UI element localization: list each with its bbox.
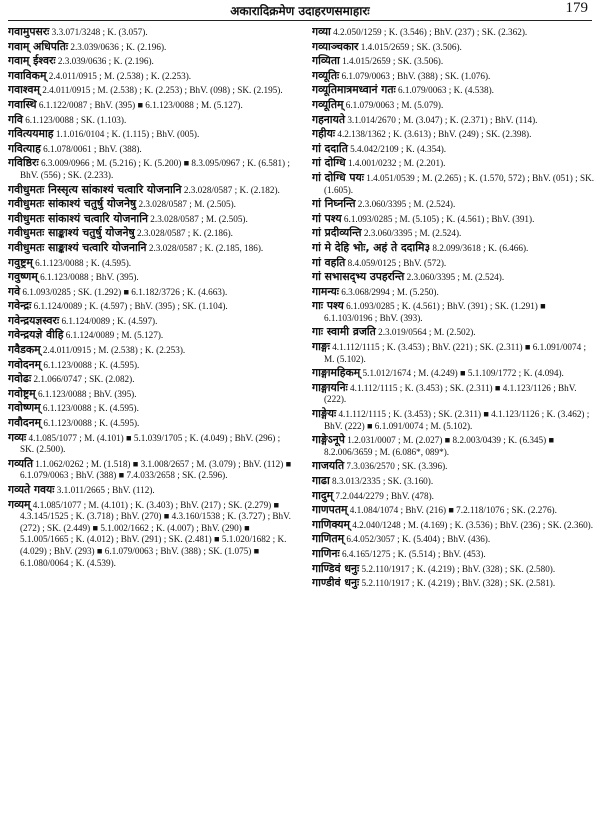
- entry-references: 4.2.138/1362 ; K. (3.613) ; BhV. (249) ; SK. (2.398).: [337, 129, 532, 140]
- dictionary-entry: [8, 417, 292, 430]
- entry-references: 6.3.009/0966 ; M. (5.216) ; K. (5.200) ■ 8.3.095/0967 ; K. (6.581) ; BhV. (556) ; SK. (2.233).: [20, 158, 290, 180]
- entry-references: 3.1.011/2665 ; BhV. (112).: [56, 485, 155, 495]
- dictionary-entry: [312, 41, 596, 54]
- dictionary-entry: [8, 70, 292, 83]
- dictionary-entry: [312, 242, 596, 255]
- dictionary-entry: [312, 70, 596, 83]
- entry-references: 6.4.052/3057 ; K. (5.404) ; BhV. (436).: [346, 534, 491, 545]
- entry-references: 6.1.123/0088 ; SK. (1.103).: [25, 114, 127, 125]
- dictionary-entry: [312, 533, 596, 546]
- dictionary-entry: [312, 114, 596, 127]
- dictionary-entry: [8, 26, 292, 39]
- entry-references: 1.4.015/2659 ; SK. (3.506).: [360, 41, 462, 52]
- dictionary-entry: [312, 84, 596, 97]
- dictionary-entry: [312, 434, 596, 458]
- dictionary-entry: [8, 157, 292, 181]
- entry-references: 5.1.012/1674 ; M. (4.249) ■ 5.1.109/1772 ; K. (4.094).: [362, 368, 564, 379]
- entry-headword: गव्यूतिम्: [312, 97, 344, 111]
- entry-references: 6.1.078/0061 ; BhV. (388).: [43, 143, 142, 154]
- entry-headword: गवि: [8, 112, 23, 126]
- entry-references: 6.1.122/0087 ; BhV. (395) ■ 6.1.123/0088 ; M. (5.127).: [38, 99, 243, 110]
- entry-headword: गवे: [8, 284, 21, 298]
- entry-headword: गवोदनम्: [8, 357, 42, 371]
- entry-references: 8.4.059/0125 ; BhV. (572).: [347, 257, 447, 268]
- dictionary-entry: [312, 367, 596, 380]
- dictionary-entry: [312, 198, 596, 211]
- entry-references: 2.3.028/0587 ; M. (2.505).: [138, 199, 236, 210]
- dictionary-entry: [8, 388, 292, 401]
- entry-headword: गवोष्ट्रम्: [8, 386, 36, 400]
- entry-references: 2.3.019/0564 ; M. (2.502).: [378, 327, 476, 338]
- entry-references: 8.3.013/2335 ; SK. (3.160).: [332, 476, 434, 486]
- dictionary-entry: [312, 271, 596, 284]
- entry-headword: गामन्यः: [312, 284, 339, 298]
- entry-references: 2.4.011/0915 ; M. (2.538) ; K. (2.253) ; BhV. (098) ; SK. (2.195).: [42, 85, 283, 96]
- dictionary-entry: [8, 458, 292, 482]
- entry-references: 4.2.050/1259 ; K. (3.546) ; BhV. (237) ; SK. (2.362).: [333, 27, 528, 37]
- entry-headword: गवित्याह: [8, 141, 41, 155]
- entry-references: 4.1.112/1115 ; K. (3.453) ; SK. (2.311) ■ 4.1.123/1126 ; BhV. (222).: [324, 382, 577, 405]
- dictionary-entry: [8, 344, 292, 357]
- dictionary-entry: [8, 432, 292, 456]
- entry-headword: गवेन्द्रयज्ञस्वरः: [8, 313, 60, 327]
- entry-references: 6.1.079/0063 ; M. (5.079).: [345, 99, 444, 110]
- entry-references: 6.1.124/0089 ; K. (4.597).: [61, 315, 158, 326]
- dictionary-entry: [8, 484, 292, 497]
- entry-references: 6.4.165/1275 ; K. (5.514) ; BhV. (453).: [341, 548, 486, 559]
- entry-references: 2.3.028/0587 ; M. (2.505).: [150, 213, 248, 224]
- dictionary-entry: [8, 499, 292, 570]
- dictionary-entry: [312, 460, 596, 473]
- entry-headword: गवाम् ईश्वरः: [8, 54, 56, 68]
- entry-references: 6.1.123/0088 ; BhV. (395).: [40, 272, 139, 283]
- entry-references: 5.2.110/1917 ; K. (4.219) ; BhV. (328) ; SK. (2.580).: [361, 563, 556, 574]
- entry-headword: गां सभासद्भ्य उपहरन्ति: [312, 270, 405, 284]
- entry-references: 1.4.001/0232 ; M. (2.201).: [347, 158, 446, 169]
- entry-headword: गवामुपसरः: [8, 26, 50, 38]
- entry-headword: गव्यिता: [312, 54, 340, 68]
- entry-headword: गव्यम्: [8, 497, 31, 511]
- entry-references: 6.1.123/0088 ; BhV. (395).: [37, 388, 137, 399]
- entry-headword: गाङ्गेयः: [312, 407, 337, 421]
- entry-references: 5.4.042/2109 ; K. (4.354).: [350, 143, 447, 154]
- entry-headword: गवास्थि: [8, 97, 37, 111]
- entry-headword: गवाविकम्: [8, 68, 47, 82]
- entry-headword: गाः स्वामी व्रजति: [312, 325, 376, 339]
- right-column: [312, 26, 596, 826]
- dictionary-entry: [8, 99, 292, 112]
- dictionary-entry: [8, 41, 292, 54]
- dictionary-entry: [312, 143, 596, 156]
- dictionary-entry: [312, 99, 596, 112]
- entry-headword: गव्यते गवयः: [8, 483, 55, 496]
- entry-headword: गवीधुमतः सांकाश्यं चतुर्षु योजनेषु: [8, 197, 137, 211]
- entry-headword: गहीयः: [312, 127, 336, 141]
- dictionary-entry: [312, 408, 596, 432]
- entry-references: 2.3.060/3395 ; M. (2.524).: [357, 199, 456, 210]
- entry-references: 1.1.062/0262 ; M. (1.518) ■ 3.1.008/2657 ; M. (3.079) ; BhV. (112) ■ 6.1.079/0063 ; BhV. (388) ■ 7.4.033/2658 ; SK. (2.596).: [20, 458, 292, 481]
- entry-headword: गां दोग्धि: [312, 156, 346, 170]
- entry-references: 6.1.124/0089 ; K. (4.597) ; BhV. (395) ; SK. (1.104).: [33, 301, 228, 312]
- entry-headword: गव्याञ्चकार: [312, 39, 359, 53]
- dictionary-entry: [312, 519, 596, 532]
- entry-headword: गां वहति: [312, 255, 346, 269]
- dictionary-entry: [8, 184, 292, 197]
- dictionary-entry: [312, 563, 596, 576]
- dictionary-entry: [8, 143, 292, 156]
- entry-headword: गां ददाति: [312, 141, 348, 155]
- entry-headword: गवेन्द्रयज्ञे वीहि: [8, 328, 64, 342]
- entry-references: 2.4.011/0915 ; M. (2.538) ; K. (2.253).: [48, 70, 192, 81]
- entry-headword: गाढा: [312, 474, 330, 487]
- entry-headword: गाङ्गेऽनूपे: [312, 433, 345, 447]
- entry-references: 2.3.028/0587 ; K. (2.182).: [183, 184, 280, 195]
- dictionary-entry: [312, 128, 596, 141]
- dictionary-entry: [8, 128, 292, 141]
- entry-headword: गाः पश्य: [312, 299, 344, 313]
- entry-headword: गाङ्गः: [312, 340, 330, 354]
- dictionary-entry: [8, 257, 292, 270]
- entry-references: 4.1.112/1115 ; K. (3.453) ; SK. (2.311) ■ 4.1.123/1126 ; K. (3.462) ; BhV. (222) ■ 6.1.091/0074 ; M. (5.102).: [324, 409, 590, 431]
- dictionary-entry: [8, 315, 292, 328]
- dictionary-entry: [312, 490, 596, 503]
- entry-headword: गाणपतम्: [312, 503, 348, 517]
- entry-headword: गवौदनम्: [8, 416, 42, 430]
- entry-references: 5.2.110/1917 ; K. (4.219) ; BhV. (328) ; SK. (2.581).: [361, 578, 556, 589]
- entry-references: 1.2.031/0007 ; M. (2.027) ■ 8.2.003/0439 ; K. (6.345) ■ 8.2.006/3659 ; M. (6.086*, 089*).: [324, 435, 555, 457]
- entry-headword: गां प्रदीव्यन्ति: [312, 226, 362, 240]
- entry-headword: गवैडकम्: [8, 343, 41, 357]
- entry-references: 6.1.093/0285 ; K. (4.561) ; BhV. (391) ; SK. (1.291) ■ 6.1.103/0196 ; BhV. (393).: [324, 301, 546, 323]
- dictionary-entry: [8, 271, 292, 284]
- entry-references: 4.1.085/1077 ; M. (4.101) ■ 5.1.039/1705 ; K. (4.049) ; BhV. (296) ; SK. (2.500).: [20, 432, 281, 455]
- entry-references: 1.1.016/0104 ; K. (1.115) ; BhV. (005).: [55, 129, 200, 140]
- entry-references: 1.4.051/0539 ; M. (2.265) ; K. (1.570, 572) ; BhV. (051) ; SK. (1.605).: [324, 172, 594, 195]
- entry-headword: गाणिनः: [312, 546, 340, 560]
- entry-references: 4.1.085/1077 ; M. (4.101) ; K. (3.403) ; BhV. (217) ; SK. (2.279) ■ 4.3.145/1525 ; K. (3.718) ; BhV. (270) ■ 4.3.160/1538 ; K. (3.727) ; BhV. (272) ; SK. (2.449) ■ 5.1.002/1662 ; K. (4.007) ; BhV. (290) ■ 5.1.005/1665 ; K. (4.012) ; BhV. (291) ; SK. (2.481) ■ 5.1.020/1682 ; K. (4.029) ; BhV. (293) ■ 6.1.079/0063 ; BhV. (388) ; SK. (1.075) ■ 6.1.080/0064 ; K. (4.539).: [20, 499, 291, 568]
- entry-headword: गवित्ययमाह: [8, 127, 54, 141]
- dictionary-entry: [312, 227, 596, 240]
- dictionary-entry: [8, 402, 292, 415]
- page-number: 179: [565, 0, 588, 16]
- entry-references: 6.1.123/0088 ; K. (4.595).: [43, 359, 140, 370]
- entry-references: 2.4.011/0915 ; M. (2.538) ; K. (2.253).: [42, 345, 186, 356]
- entry-headword: गवाश्वम्: [8, 83, 40, 97]
- entry-headword: गादुम्: [312, 488, 334, 502]
- entry-references: 2.3.060/3395 ; M. (2.524).: [406, 272, 505, 283]
- entry-headword: गवोढः: [8, 372, 32, 386]
- dictionary-entry: [312, 157, 596, 170]
- dictionary-entry: [312, 300, 596, 324]
- entry-references: 6.1.123/0088 ; K. (4.595).: [43, 418, 140, 429]
- entry-references: 2.3.039/0636 ; K. (2.196).: [57, 56, 154, 67]
- entry-references: 6.1.079/0063 ; BhV. (388) ; SK. (1.076).: [341, 70, 491, 81]
- entry-references: 6.1.093/0285 ; SK. (1.292) ■ 6.1.182/3726 ; K. (4.663).: [22, 286, 228, 297]
- entry-headword: गव्यः: [8, 430, 27, 444]
- entry-references: 2.3.028/0587 ; K. (2.185, 186).: [148, 242, 264, 253]
- entry-headword: गाणितम्: [312, 532, 345, 546]
- entry-references: 2.3.060/3395 ; M. (2.524).: [363, 228, 462, 239]
- entry-references: 7.2.044/2279 ; BhV. (478).: [335, 490, 434, 501]
- entry-headword: गां निघ्नन्ति: [312, 197, 356, 211]
- entry-references: 6.3.068/2994 ; M. (5.250).: [341, 286, 439, 297]
- left-column: [8, 26, 292, 826]
- entry-headword: गवीधुमतः साङ्काश्यं चत्वारि योजनानि: [8, 240, 147, 254]
- entry-references: 4.1.112/1115 ; K. (3.453) ; BhV. (221) ; SK. (2.311) ■ 6.1.091/0074 ; M. (5.102).: [324, 342, 587, 364]
- entry-headword: गव्यूतिः: [312, 68, 340, 82]
- entry-headword: गव्यति: [8, 456, 33, 470]
- dictionary-entry: [8, 213, 292, 226]
- entry-headword: गवोष्णम्: [8, 401, 41, 415]
- entry-headword: गाङ्गायनिः: [312, 380, 348, 394]
- entry-headword: गवुष्ट्रम्: [8, 255, 33, 269]
- entry-headword: गविष्ठिरः: [8, 156, 39, 170]
- entry-headword: गवाम् अधिपतिः: [8, 39, 69, 53]
- dictionary-entry: [312, 55, 596, 68]
- entry-references: 6.1.123/0088 ; K. (4.595).: [35, 257, 132, 268]
- dictionary-entry: [8, 114, 292, 127]
- entry-headword: गाङ्गामहिकम्: [312, 366, 361, 380]
- entry-headword: गाण्डीवं धनुः: [312, 576, 360, 590]
- page-header: [0, 0, 600, 20]
- entry-headword: गवीधुमतः निस्सृत्य सांकाश्यं चत्वारि योजनानि: [8, 182, 182, 196]
- entry-headword: गवेन्द्रः: [8, 299, 32, 313]
- entry-headword: गवीधुमतः सांकाश्यं चत्वारि योजनानि: [8, 211, 148, 225]
- header-rule: [8, 20, 592, 21]
- entry-references: 2.3.039/0636 ; K. (2.196).: [70, 41, 167, 52]
- entry-references: 4.2.040/1248 ; M. (4.169) ; K. (3.536) ; BhV. (236) ; SK. (2.360).: [352, 519, 594, 530]
- dictionary-entry: [312, 257, 596, 270]
- dictionary-entry: [8, 198, 292, 211]
- dictionary-entry: [312, 286, 596, 299]
- dictionary-entry: [8, 300, 292, 313]
- entry-headword: गाजयति: [312, 459, 345, 473]
- dictionary-entry: [8, 84, 292, 97]
- entry-headword: गां दोग्धि पयः: [312, 170, 364, 184]
- dictionary-entry: [312, 475, 596, 488]
- entry-references: 1.4.015/2659 ; SK. (3.506).: [342, 56, 444, 67]
- dictionary-entry: [8, 373, 292, 386]
- entry-headword: गहनायते: [312, 112, 346, 126]
- entry-references: 7.3.036/2570 ; SK. (3.396).: [346, 461, 448, 472]
- dictionary-entry: [312, 26, 596, 39]
- entry-headword: गवुष्णम्: [8, 270, 38, 284]
- dictionary-entry: [312, 213, 596, 226]
- dictionary-entry: [8, 227, 292, 240]
- entry-references: 6.1.123/0088 ; K. (4.595).: [42, 403, 139, 414]
- entry-headword: गवीधुमतः साङ्काश्यं चतुर्षु योजनेषु: [8, 226, 135, 240]
- dictionary-entry: [8, 286, 292, 299]
- dictionary-entry: [312, 341, 596, 365]
- entry-references: 6.1.093/0285 ; M. (5.105) ; K. (4.561) ; BhV. (391).: [343, 213, 535, 224]
- entry-headword: गव्यूतिमात्रमध्वानं गतः: [312, 83, 396, 97]
- dictionary-entry: [8, 359, 292, 372]
- entry-references: 3.3.071/3248 ; K. (3.057).: [51, 27, 148, 37]
- entry-references: 8.2.099/3618 ; K. (6.466).: [432, 242, 529, 253]
- entry-references: 2.3.028/0587 ; K. (2.186).: [137, 228, 233, 239]
- dictionary-entry: [312, 172, 596, 196]
- entry-references: 2.1.066/0747 ; SK. (2.082).: [33, 374, 135, 385]
- dictionary-entry: [312, 504, 596, 517]
- entry-headword: गां मे देहि भोः, अहं ते ददामि३: [312, 240, 431, 254]
- running-title: अकारादिक्रमेण उदाहरणसमाहारः: [230, 4, 370, 18]
- dictionary-entry: [8, 55, 292, 68]
- dictionary-entry: [312, 577, 596, 590]
- entry-headword: गाण्डिवं धनुः: [312, 561, 360, 575]
- entry-headword: गव्या: [312, 26, 331, 38]
- entry-references: 6.1.124/0089 ; M. (5.127).: [65, 330, 164, 341]
- dictionary-entry: [312, 382, 596, 406]
- entry-references: 6.1.079/0063 ; K. (4.538).: [397, 85, 494, 96]
- entry-references: 4.1.084/1074 ; BhV. (216) ■ 7.2.118/1076 ; SK. (2.276).: [349, 505, 557, 516]
- entry-headword: गाणिक्यम्: [312, 517, 350, 531]
- entry-references: 3.1.014/2670 ; M. (3.047) ; K. (2.371) ; BhV. (114).: [347, 114, 538, 125]
- dictionary-entry: [8, 242, 292, 255]
- dictionary-entry: [312, 548, 596, 561]
- entry-headword: गां पश्य: [312, 211, 342, 225]
- dictionary-entry: [312, 326, 596, 339]
- dictionary-entry: [8, 329, 292, 342]
